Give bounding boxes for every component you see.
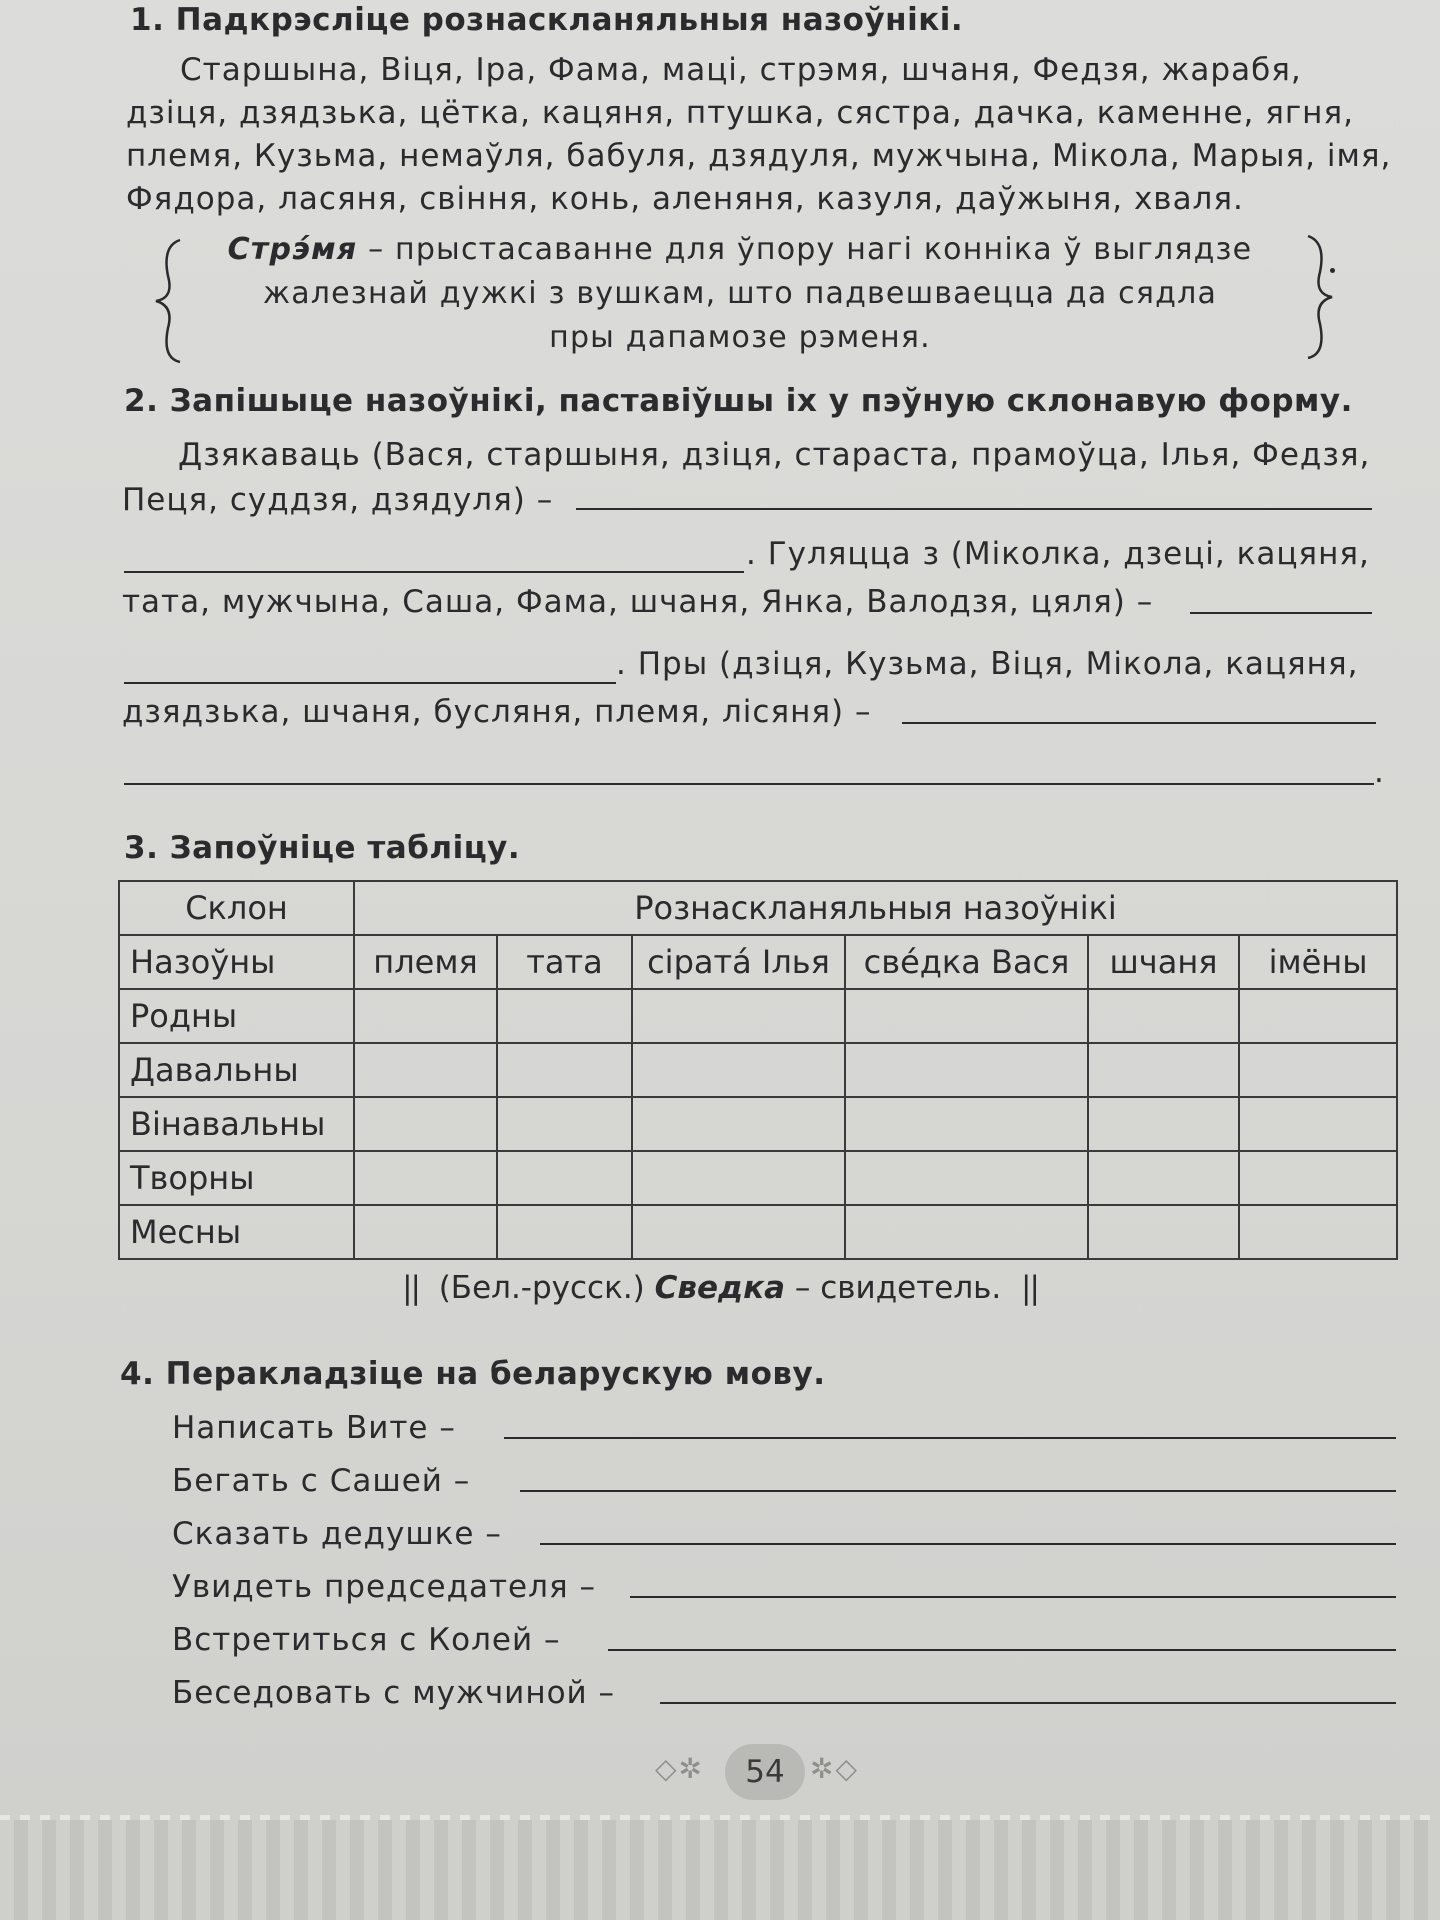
translation-item: Встретиться с Колей – xyxy=(172,1622,561,1658)
note-text: – свидетель. xyxy=(785,1270,1002,1306)
answer-cell[interactable] xyxy=(354,989,497,1043)
row-label: Давальны xyxy=(119,1043,354,1097)
answer-cell[interactable] xyxy=(632,1205,845,1259)
answer-cell[interactable] xyxy=(632,1097,845,1151)
answer-cell[interactable] xyxy=(845,1043,1088,1097)
column-header: імёны xyxy=(1239,935,1397,989)
answer-line[interactable] xyxy=(902,722,1376,724)
answer-line[interactable] xyxy=(608,1649,1396,1651)
task2-line: Дзякаваць (Вася, старшыня, дзіця, стараста, прамоўца, Ілья, Федзя, xyxy=(178,437,1371,473)
answer-cell[interactable] xyxy=(845,1205,1088,1259)
table-row xyxy=(119,1205,1397,1259)
answer-cell[interactable] xyxy=(354,1151,497,1205)
ornament-left-icon: ◇✲ xyxy=(655,1752,704,1785)
task4-heading: 4. Перакладзіце на беларускую мову. xyxy=(120,1356,826,1392)
answer-cell[interactable] xyxy=(632,989,845,1043)
ornament-border xyxy=(0,1820,1440,1920)
column-header: шчаня xyxy=(1088,935,1239,989)
task2-line: Пеця, суддзя, дзядуля) – xyxy=(122,482,554,518)
definition-line: пры дапамозе рэменя. xyxy=(549,320,931,355)
row-label: Родны xyxy=(119,989,354,1043)
answer-cell[interactable] xyxy=(497,1043,632,1097)
table-row xyxy=(119,989,1397,1043)
answer-cell[interactable] xyxy=(1088,1205,1239,1259)
answer-line[interactable] xyxy=(630,1596,1396,1598)
answer-cell[interactable] xyxy=(1239,989,1397,1043)
answer-cell[interactable] xyxy=(354,1043,497,1097)
column-header: племя xyxy=(354,935,497,989)
task2-heading: 2. Запішыце назоўнікі, паставіўшы іх у пэўную склонавую форму. xyxy=(124,383,1353,419)
row-label: Творны xyxy=(119,1151,354,1205)
task1-line: дзіця, дзядзька, цётка, кацяня, птушка, сястра, дачка, каменне, ягня, xyxy=(126,95,1354,131)
answer-line[interactable] xyxy=(540,1543,1396,1545)
table-row xyxy=(119,1151,1397,1205)
answer-cell[interactable] xyxy=(354,1205,497,1259)
declension-table xyxy=(118,880,1398,1260)
answer-cell[interactable] xyxy=(497,1097,632,1151)
answer-line[interactable] xyxy=(520,1490,1396,1492)
task2-line: дзядзька, шчаня, бусляня, племя, лісяня) – xyxy=(122,694,872,730)
task2-period: . xyxy=(1374,754,1385,790)
translation-item: Написать Вите – xyxy=(172,1410,456,1446)
answer-line[interactable] xyxy=(1190,612,1372,614)
task3-heading: 3. Запоўніце табліцу. xyxy=(124,830,521,866)
answer-cell[interactable] xyxy=(1239,1097,1397,1151)
answer-cell[interactable] xyxy=(354,1097,497,1151)
row-label: Вінавальны xyxy=(119,1097,354,1151)
dictionary-note xyxy=(0,1270,1440,1306)
answer-cell[interactable] xyxy=(1239,1205,1397,1259)
note-bars-left: || xyxy=(402,1270,419,1306)
translation-item: Бегать с Сашей – xyxy=(172,1463,471,1499)
definition-line: жалезнай дужкі з вушкам, што падвешваецца да сядла xyxy=(262,276,1218,311)
answer-cell[interactable] xyxy=(1088,989,1239,1043)
ornament-right-icon: ✲◇ xyxy=(810,1752,859,1785)
column-header: свéдка Вася xyxy=(845,935,1088,989)
period-dot xyxy=(1330,268,1335,273)
definition-term: Стрэ́мя xyxy=(227,232,358,267)
answer-cell[interactable] xyxy=(845,1097,1088,1151)
task2-line: . Пры (дзіця, Кузьма, Віця, Мікола, кацяня, xyxy=(616,646,1359,682)
task1-line: Фядора, ласяня, свіння, конь, аленяня, казуля, даўжыня, хваля. xyxy=(126,181,1244,217)
note-prefix: (Бел.-русск.) xyxy=(438,1270,655,1306)
column-header: тата xyxy=(497,935,632,989)
definition-text: – прыстасаванне для ўпору нагі конніка ў выглядзе xyxy=(357,232,1253,267)
task1-line: Старшына, Віця, Іра, Фама, маці, стрэмя, шчаня, Федзя, жарабя, xyxy=(180,52,1302,88)
answer-cell[interactable] xyxy=(497,989,632,1043)
nominative-label: Назоўны xyxy=(119,935,354,989)
answer-cell[interactable] xyxy=(632,1151,845,1205)
definition-box xyxy=(160,232,1320,362)
answer-line[interactable] xyxy=(124,682,616,684)
translation-item: Сказать дедушке – xyxy=(172,1516,502,1552)
answer-line[interactable] xyxy=(660,1702,1396,1704)
answer-line[interactable] xyxy=(124,783,1374,785)
column-header: сіратá Ілья xyxy=(632,935,845,989)
answer-cell[interactable] xyxy=(845,1151,1088,1205)
note-bars-right: || xyxy=(1021,1270,1038,1306)
answer-cell[interactable] xyxy=(1088,1097,1239,1151)
note-term: Сведка xyxy=(654,1270,786,1306)
case-header-cell: Склон xyxy=(119,881,354,935)
answer-cell[interactable] xyxy=(1088,1151,1239,1205)
answer-cell[interactable] xyxy=(1088,1043,1239,1097)
answer-cell[interactable] xyxy=(1239,1043,1397,1097)
translation-item: Увидеть председателя – xyxy=(172,1569,596,1605)
task1-line: племя, Кузьма, немаўля, бабуля, дзядуля, мужчына, Мікола, Марыя, імя, xyxy=(126,138,1392,174)
answer-line[interactable] xyxy=(504,1437,1396,1439)
translation-item: Беседовать с мужчиной – xyxy=(172,1675,616,1711)
answer-cell[interactable] xyxy=(497,1151,632,1205)
answer-cell[interactable] xyxy=(1239,1151,1397,1205)
task2-line: тата, мужчына, Саша, Фама, шчаня, Янка, Валодзя, цяля) – xyxy=(122,584,1154,620)
table-row xyxy=(119,1043,1397,1097)
definition-line xyxy=(160,232,1320,267)
task2-line: . Гуляцца з (Міколка, дзеці, кацяня, xyxy=(746,536,1370,572)
answer-cell[interactable] xyxy=(497,1205,632,1259)
answer-line[interactable] xyxy=(576,508,1372,510)
group-header-cell: Рознаскланяльныя назоўнікі xyxy=(354,881,1397,935)
answer-line[interactable] xyxy=(124,571,744,573)
row-label: Месны xyxy=(119,1205,354,1259)
answer-cell[interactable] xyxy=(845,989,1088,1043)
answer-cell[interactable] xyxy=(632,1043,845,1097)
task1-heading: 1. Падкрэсліце рознаскланяльныя назоўнікі. xyxy=(130,2,964,38)
page-number: 54 xyxy=(725,1744,805,1800)
table-row xyxy=(119,1097,1397,1151)
